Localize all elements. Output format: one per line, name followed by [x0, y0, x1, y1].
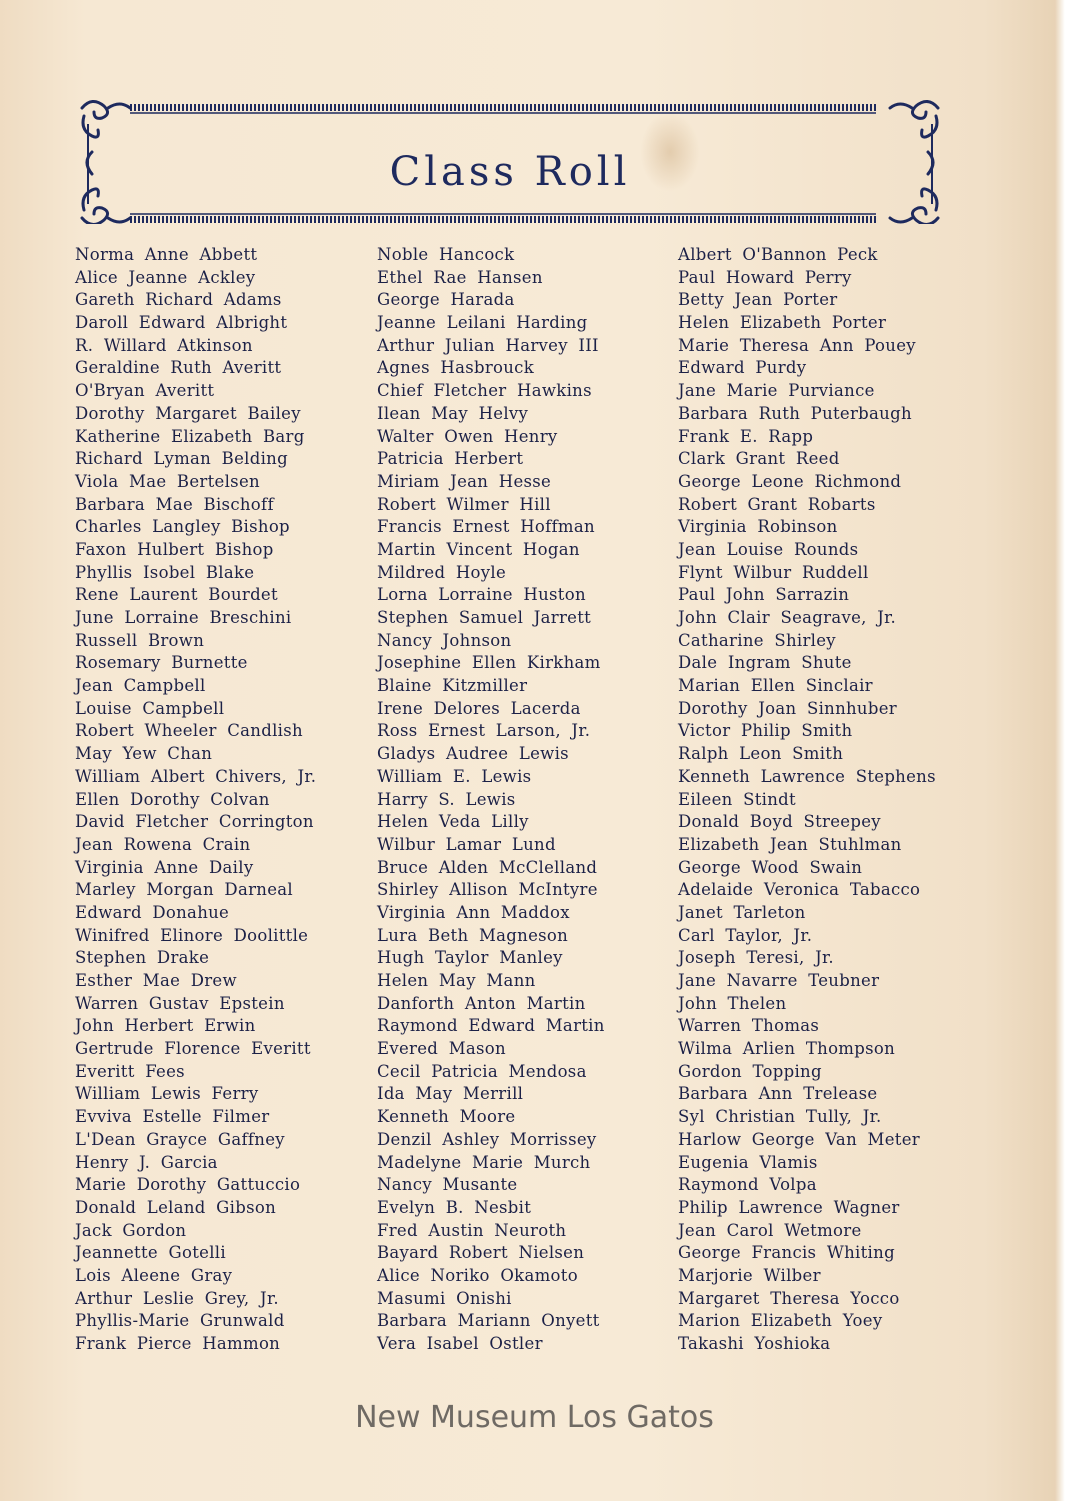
roll-name: Irene Delores Lacerda [377, 698, 581, 718]
roll-name: Clark Grant Reed [678, 449, 840, 469]
roll-name: Barbara Mariann Onyett [377, 1311, 600, 1331]
roll-name: Frank E. Rapp [678, 426, 814, 446]
roll-name: Harry S. Lewis [377, 789, 516, 809]
roll-name: George Leone Richmond [678, 471, 902, 491]
roll-name: Marie Dorothy Gattuccio [75, 1175, 301, 1195]
roll-name: Carl Taylor, Jr. [678, 925, 813, 945]
roll-name: Marie Theresa Ann Pouey [678, 335, 916, 355]
roll-name: Adelaide Veronica Tabacco [678, 880, 921, 900]
roll-name: Bruce Alden McClelland [377, 857, 598, 877]
roll-name: Philip Lawrence Wagner [678, 1197, 900, 1217]
roll-name: Barbara Ruth Puterbaugh [678, 403, 912, 423]
roll-name: Shirley Allison McIntyre [377, 880, 598, 900]
roll-name: Stephen Samuel Jarrett [377, 608, 592, 627]
roll-name: Everitt Fees [75, 1061, 185, 1081]
watermark-text: New Museum Los Gatos [355, 1400, 714, 1435]
roll-name: Ida May Merrill [377, 1084, 524, 1104]
roll-name: Evered Mason [377, 1039, 506, 1059]
roll-name: Lois Aleene Gray [75, 1265, 233, 1285]
roll-name: Catharine Shirley [678, 630, 836, 650]
roll-name: Rene Laurent Bourdet [75, 585, 278, 605]
roll-name: Noble Hancock [377, 245, 515, 264]
roll-name: Albert O'Bannon Peck [678, 245, 878, 264]
roll-name: William Albert Chivers, Jr. [75, 766, 317, 786]
roll-name: Wilbur Lamar Lund [377, 834, 556, 854]
roll-name: Betty Jean Porter [678, 290, 838, 310]
roll-name: Stephen Drake [75, 948, 210, 968]
roll-name: Edward Purdy [678, 358, 807, 378]
roll-name: Miriam Jean Hesse [377, 471, 552, 491]
roll-name: Flynt Wilbur Ruddell [678, 562, 869, 582]
roll-name: Ross Ernest Larson, Jr. [377, 721, 591, 741]
roll-name: Richard Lyman Belding [75, 449, 288, 469]
title-banner [78, 94, 942, 224]
roll-name: Dale Ingram Shute [678, 653, 852, 673]
roll-name: Hugh Taylor Manley [377, 948, 563, 968]
roll-name: Edward Donahue [75, 902, 230, 922]
roll-name: Helen Elizabeth Porter [678, 313, 887, 333]
roll-name: Agnes Hasbrouck [377, 358, 535, 378]
roll-name: Janet Tarleton [678, 902, 806, 922]
roll-name: Virginia Ann Maddox [377, 902, 570, 922]
roll-name: Louise Campbell [75, 698, 225, 718]
roll-name: George Harada [377, 290, 515, 310]
roll-name: Wilma Arlien Thompson [678, 1039, 896, 1059]
roll-name: Geraldine Ruth Averitt [75, 358, 282, 378]
roll-name: Kenneth Moore [377, 1107, 516, 1127]
roll-name: Russell Brown [75, 630, 205, 650]
roll-name: Jack Gordon [75, 1220, 187, 1240]
roll-name: Evviva Estelle Filmer [75, 1107, 270, 1127]
roll-name: Lorna Lorraine Huston [377, 585, 586, 605]
roll-name: Walter Owen Henry [377, 426, 558, 446]
roll-column-1 [75, 244, 375, 1356]
roll-name: Dorothy Margaret Bailey [75, 403, 301, 423]
roll-name: Henry J. Garcia [75, 1152, 218, 1172]
roll-name: Donald Leland Gibson [75, 1197, 277, 1217]
roll-name: Eugenia Vlamis [678, 1152, 818, 1172]
roll-name: Gertrude Florence Everitt [75, 1039, 311, 1059]
roll-name: Jane Navarre Teubner [678, 971, 880, 990]
roll-name: Mildred Hoyle [377, 562, 507, 582]
roll-name: John Herbert Erwin [75, 1016, 256, 1036]
roll-name: Raymond Edward Martin [377, 1016, 605, 1036]
roll-name: Marion Elizabeth Yoey [678, 1311, 883, 1331]
roll-name: Margaret Theresa Yocco [678, 1288, 900, 1308]
roll-name: Jean Rowena Crain [75, 834, 251, 854]
roll-name: Nancy Johnson [377, 630, 512, 650]
roll-name: Danforth Anton Martin [377, 993, 586, 1013]
roll-name: Takashi Yoshioka [678, 1334, 831, 1353]
roll-name: William E. Lewis [377, 766, 532, 786]
roll-name: Kenneth Lawrence Stephens [678, 766, 936, 786]
roll-name: Arthur Leslie Grey, Jr. [75, 1288, 279, 1308]
roll-name: R. Willard Atkinson [75, 335, 253, 355]
roll-name: Raymond Volpa [678, 1175, 817, 1195]
roll-name: Josephine Ellen Kirkham [377, 653, 601, 673]
roll-name: Jeanne Leilani Harding [377, 313, 588, 333]
roll-name: Barbara Mae Bischoff [75, 494, 274, 514]
roll-name: Esther Mae Drew [75, 971, 237, 990]
page-edge [1055, 0, 1069, 1501]
roll-name: May Yew Chan [75, 744, 213, 764]
roll-name: Gareth Richard Adams [75, 290, 282, 310]
roll-name: John Clair Seagrave, Jr. [678, 608, 897, 627]
roll-name: Virginia Anne Daily [75, 857, 254, 877]
roll-name: Cecil Patricia Mendosa [377, 1061, 587, 1081]
roll-name: Warren Thomas [678, 1016, 820, 1036]
roll-name: Phyllis Isobel Blake [75, 562, 255, 582]
roll-name: Jeannette Gotelli [75, 1243, 226, 1263]
roll-name: Patricia Herbert [377, 449, 524, 469]
roll-name: Katherine Elizabeth Barg [75, 426, 305, 446]
roll-name: Gladys Audree Lewis [377, 744, 569, 764]
roll-name: Norma Anne Abbett [75, 245, 258, 264]
roll-name: Nancy Musante [377, 1175, 518, 1195]
roll-name: John Thelen [678, 993, 787, 1013]
roll-name: Ilean May Helvy [377, 403, 529, 423]
roll-name: Helen May Mann [377, 971, 536, 990]
roll-name: Robert Wheeler Candlish [75, 721, 303, 741]
roll-name: Donald Boyd Streepey [678, 812, 881, 832]
roll-name: Lura Beth Magneson [377, 925, 569, 945]
roll-name: Syl Christian Tully, Jr. [678, 1107, 882, 1127]
roll-name: Robert Grant Robarts [678, 494, 876, 514]
roll-name: Dorothy Joan Sinnhuber [678, 698, 897, 718]
roll-name: Robert Wilmer Hill [377, 494, 551, 514]
roll-name: Martin Vincent Hogan [377, 539, 580, 559]
roll-name: Blaine Kitzmiller [377, 676, 528, 696]
roll-name: Alice Jeanne Ackley [75, 267, 256, 287]
roll-name: Bayard Robert Nielsen [377, 1243, 585, 1263]
roll-name: Charles Langley Bishop [75, 517, 290, 537]
roll-name: Eileen Stindt [678, 789, 796, 809]
roll-name: Jean Louise Rounds [678, 539, 859, 559]
roll-name: Rosemary Burnette [75, 653, 248, 673]
roll-name: Paul John Sarrazin [678, 585, 850, 605]
roll-name: Jean Campbell [75, 676, 206, 696]
roll-name: Phyllis-Marie Grunwald [75, 1311, 285, 1331]
roll-name: Denzil Ashley Morrissey [377, 1129, 597, 1149]
roll-name: Jane Marie Purviance [678, 381, 875, 401]
roll-name: William Lewis Ferry [75, 1084, 259, 1104]
roll-name: Chief Fletcher Hawkins [377, 381, 592, 401]
roll-name: Jean Carol Wetmore [678, 1220, 862, 1240]
roll-name: Evelyn B. Nesbit [377, 1197, 532, 1217]
roll-name: Virginia Robinson [678, 517, 838, 537]
roll-name: L'Dean Grayce Gaffney [75, 1129, 285, 1149]
roll-name: Masumi Onishi [377, 1288, 512, 1308]
roll-column-2 [377, 244, 677, 1356]
roll-name: Marian Ellen Sinclair [678, 676, 873, 696]
roll-name: Madelyne Marie Murch [377, 1152, 591, 1172]
roll-name: Faxon Hulbert Bishop [75, 539, 274, 559]
roll-name: Daroll Edward Albright [75, 313, 288, 333]
roll-name: George Francis Whiting [678, 1243, 895, 1263]
roll-name: George Wood Swain [678, 857, 863, 877]
page-title: Class Roll [389, 148, 631, 195]
roll-name: Helen Veda Lilly [377, 812, 529, 832]
roll-name: Barbara Ann Trelease [678, 1084, 878, 1104]
roll-name: Arthur Julian Harvey III [377, 335, 599, 355]
roll-column-3 [678, 244, 948, 1356]
roll-name: Francis Ernest Hoffman [377, 517, 595, 537]
roll-name: Viola Mae Bertelsen [75, 471, 260, 491]
roll-name: Marley Morgan Darneal [75, 880, 293, 900]
roll-name: Ethel Rae Hansen [377, 267, 543, 287]
roll-name: June Lorraine Breschini [75, 608, 292, 627]
roll-name: Fred Austin Neuroth [377, 1220, 567, 1240]
roll-name: Harlow George Van Meter [678, 1129, 920, 1149]
roll-name: Joseph Teresi, Jr. [678, 948, 834, 968]
roll-name: Winifred Elinore Doolittle [75, 925, 309, 945]
roll-name: Frank Pierce Hammon [75, 1334, 281, 1353]
roll-name: Alice Noriko Okamoto [377, 1265, 578, 1285]
roll-name: Ellen Dorothy Colvan [75, 789, 270, 809]
roll-name: Victor Philip Smith [678, 721, 853, 741]
roll-name: Vera Isabel Ostler [377, 1334, 543, 1353]
roll-name: Gordon Topping [678, 1061, 822, 1081]
roll-name: Elizabeth Jean Stuhlman [678, 834, 902, 854]
roll-name: Paul Howard Perry [678, 267, 852, 287]
roll-name: David Fletcher Corrington [75, 812, 314, 832]
roll-name: O'Bryan Averitt [75, 381, 215, 401]
roll-name: Warren Gustav Epstein [75, 993, 285, 1013]
roll-name: Ralph Leon Smith [678, 744, 844, 764]
roll-name: Marjorie Wilber [678, 1265, 821, 1285]
